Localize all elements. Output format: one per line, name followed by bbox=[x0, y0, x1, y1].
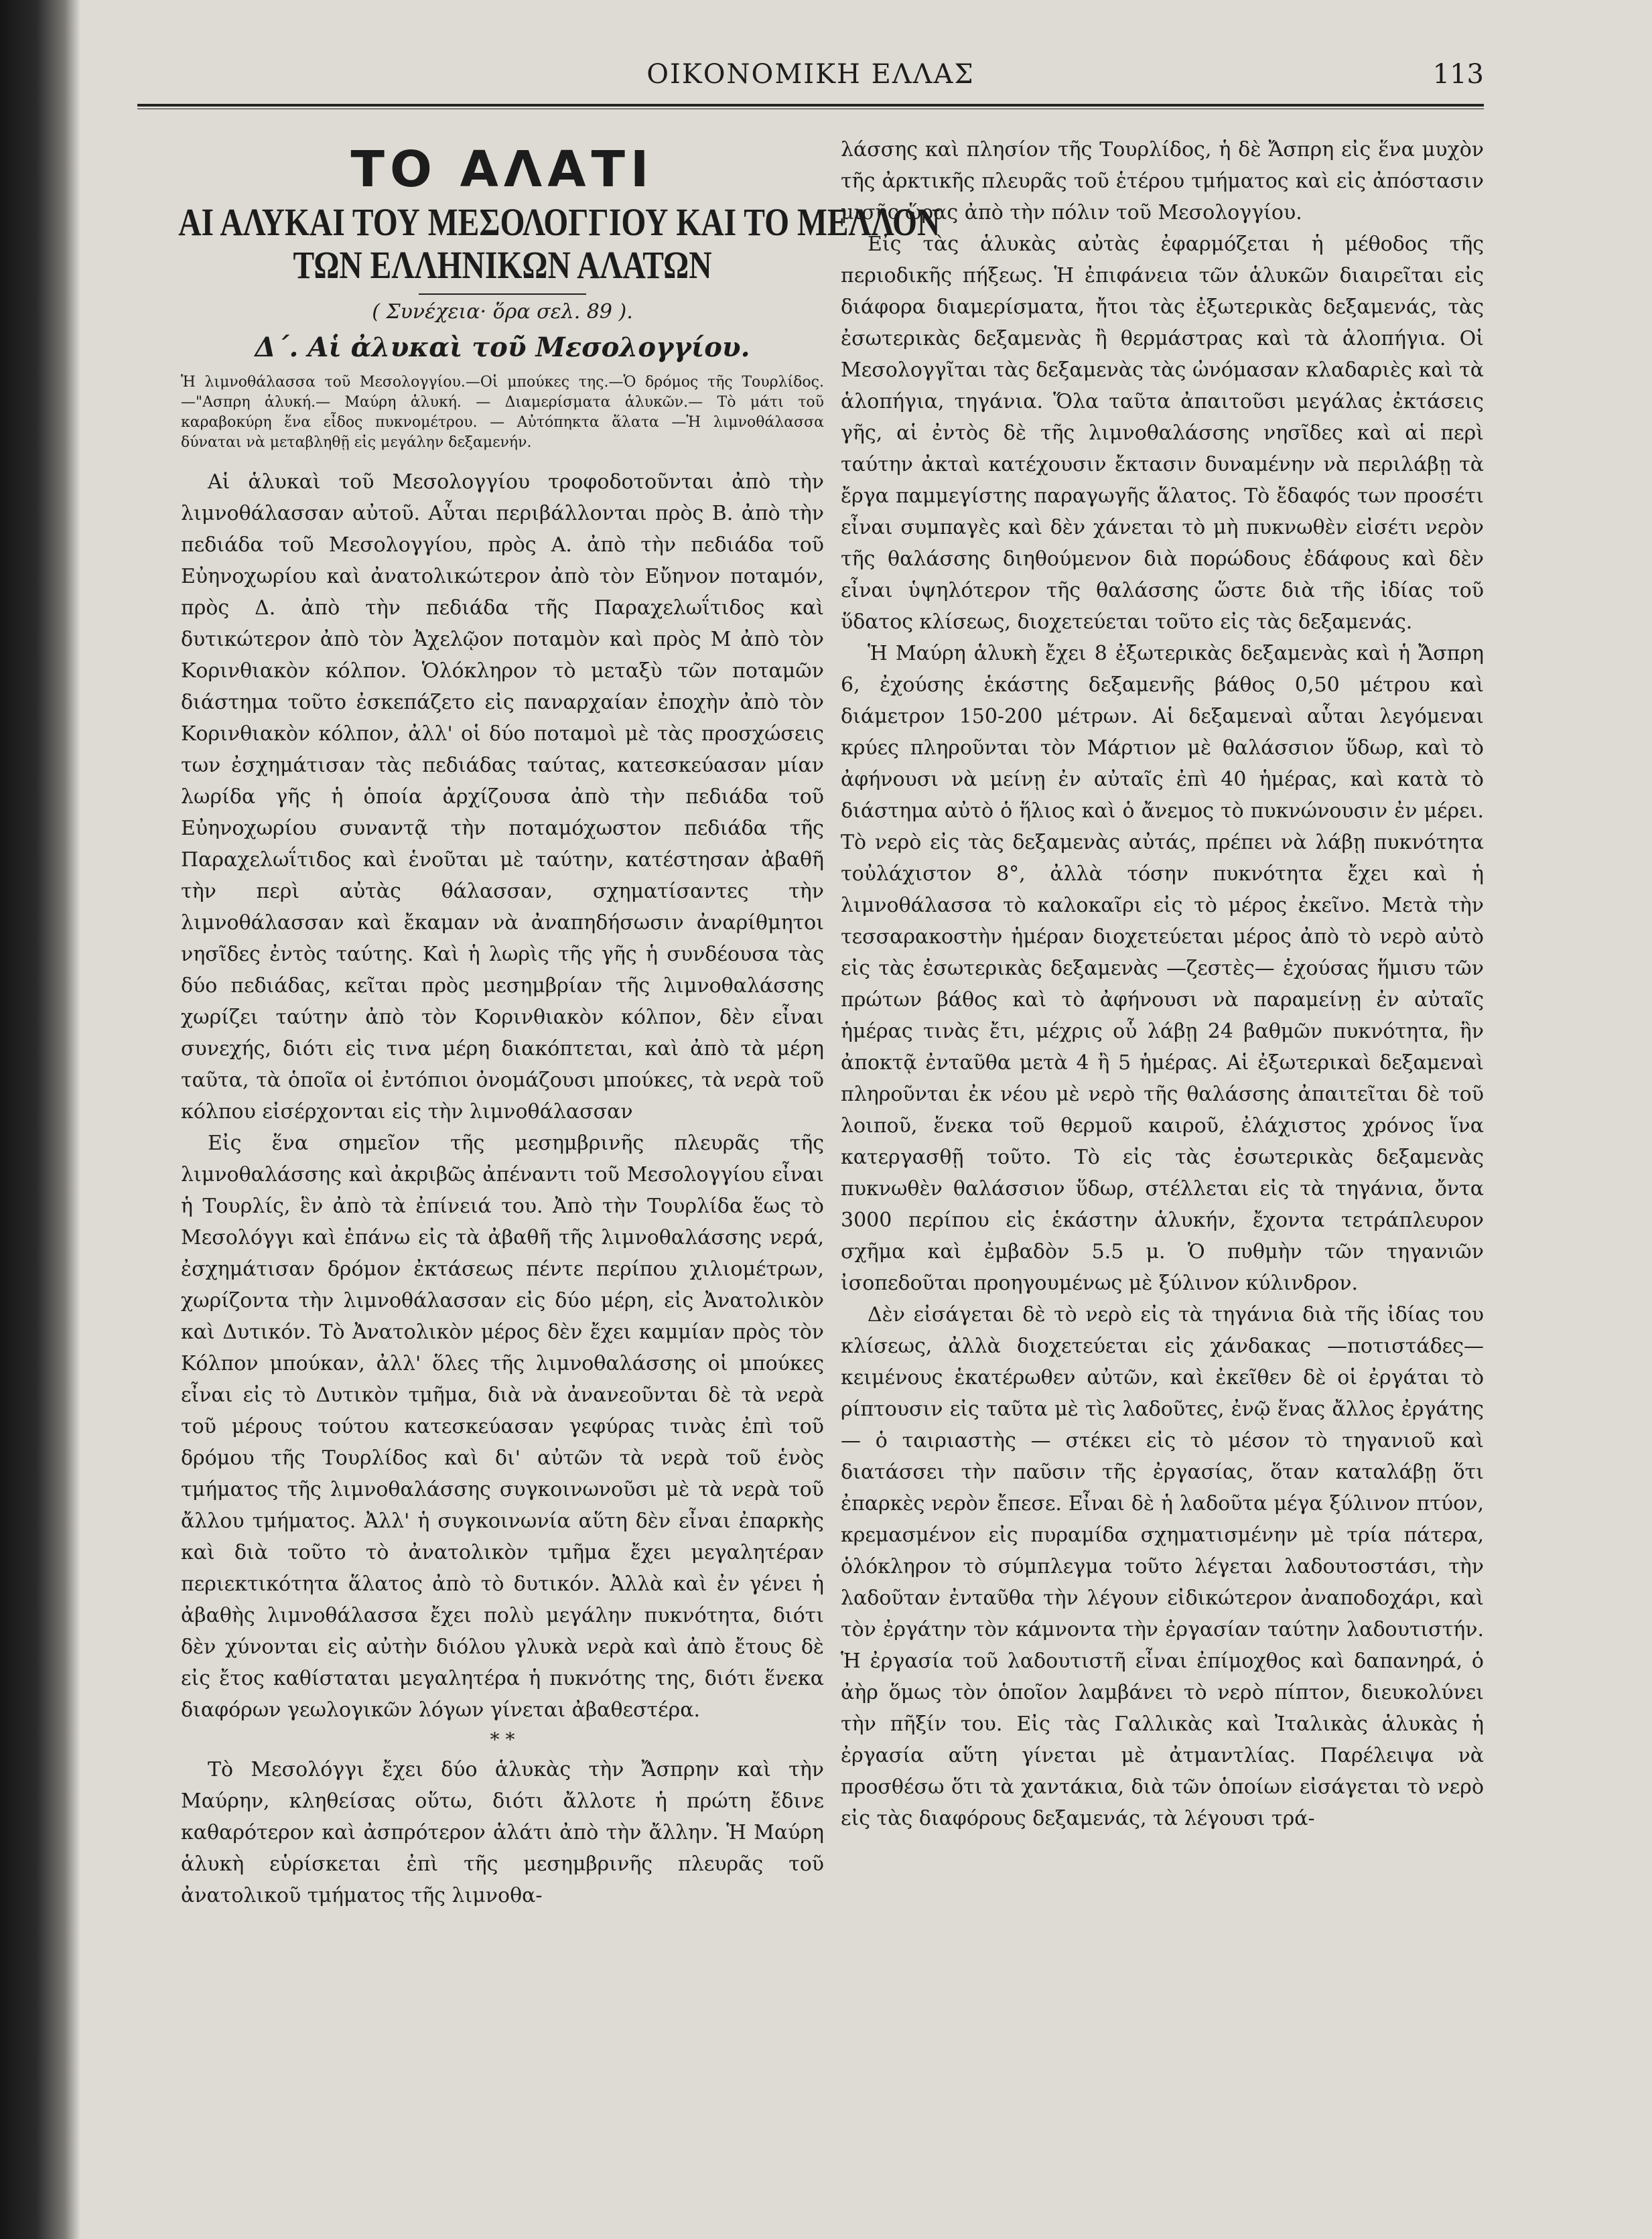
title-divider bbox=[419, 293, 586, 295]
left-column bbox=[178, 127, 941, 1911]
left-paragraph-1: Αἱ ἁλυκαὶ τοῦ Μεσολογγίου τροφοδοτοῦνται ἀπὸ τὴν λιμνοθάλασσαν αὐτοῦ. Αὗται περιβάλλονται πρὸς Β. ἀπὸ τὴν πεδιάδα τοῦ Μεσολογγίου, πρὸς Α. ἀπὸ τὴν πεδιάδα τοῦ Εὐηνοχωρίου καὶ ἀνατολικώτερον ἀπὸ τὸν Εὔηνον ποταμόν, πρὸς Δ. ἀπὸ τὴν πεδιάδα τῆς Παραχελωΐτιδος καὶ δυτικώτερον ἀπὸ τὸν Ἀχελῷον ποταμὸν καὶ πρὸς Μ ἀπὸ τὸν Κορινθιακὸν κόλπον. Ὁλόκληρον τὸ μεταξὺ τῶν ποταμῶν διάστημα τοῦτο ἐσκεπάζετο εἰς παναρχαίαν ἐποχὴν ἀπὸ τὸν Κορινθιακὸν κόλπον, ἀλλ' οἱ δύο ποταμοὶ μὲ τὰς προσχώσεις των ἐσχημάτισαν τὰς πεδιάδας ταύτας, κατεσκεύασαν μίαν λωρίδα γῆς ἡ ὁποία ἀρχίζουσα ἀπὸ τὴν πεδιάδα τοῦ Εὐηνοχωρίου συναντᾷ τὴν ποταμόχωστον πεδιάδα τῆς Παραχελωΐτιδος καὶ ἑνοῦται μὲ ταύτην, κατέστησαν ἀβαθῆ τὴν περὶ αὐτὰς θάλασσαν, σχηματίσαντες τὴν λιμνοθάλασσαν καὶ ἔκαμαν νὰ ἀναπηδήσωσιν ἀναρίθμητοι νησῖδες ἐντὸς ταύτης. Καὶ ἡ λωρὶς τῆς γῆς ἡ συνδέουσα τὰς δύο πεδιάδας, κεῖται πρὸς μεσημβρίαν τῆς λιμνοθαλάσσης χωρίζει ταύτην ἀπὸ τὸν Κορινθιακὸν κόλπον, δὲν εἶναι συνεχής, διότι εἰς τινα μέρη διακόπτεται, καὶ ἀπὸ τὰ μέρη ταῦτα, τὰ ὁποῖα οἱ ἐντόπιοι ὀνομάζουσι μπούκες, τὰ νερὰ τοῦ κόλπου εἰσέρχονται εἰς τὴν λιμνοθάλασσαν bbox=[181, 470, 824, 1124]
article-title: ΤΟ ΑΛΑΤΙ bbox=[350, 141, 655, 198]
left-paragraph-3: Τὸ Μεσολόγγι ἔχει δύο ἁλυκὰς τὴν Ἄσπρην καὶ τὴν Μαύρην, κληθείσας οὕτω, διότι ἄλλοτε ἡ πρώτη ἔδινε καθαρότερον καὶ ἀσπρότερον ἁλάτι ἀπὸ τὴν ἄλλην. Ἡ Μαύρη ἁλυκὴ εὑρίσκεται ἐπὶ τῆς μεσημβρινῆς πλευρᾶς τοῦ ἀνατολικοῦ τμήματος τῆς λιμνοθα- bbox=[181, 1758, 824, 1907]
section-summary: Ἡ λιμνοθάλασσα τοῦ Μεσολογγίου.—Οἱ μπούκες της.—Ὁ δρόμος τῆς Τουρλίδος.—"Ασπρη ἁλυκή.— Μαύρη ἁλυκή. — Διαμερίσματα ἁλυκῶν.— Τὸ μάτι τοῦ καραβοκύρη ἕνα εἶδος πυκνομέτρου. — Αὐτόπηκτα ἅλατα —Ἡ λιμνοθάλασσα δύναται νὰ μεταβληθῇ εἰς μεγάλην δεξαμενήν. bbox=[181, 374, 824, 451]
right-paragraph-3: Ἡ Μαύρη ἁλυκὴ ἔχει 8 ἐξωτερικὰς δεξαμενὰς καὶ ἡ Ἄσπρη 6, ἐχούσης ἑκάστης δεξαμενῆς βάθος 0,50 μέτρου καὶ διάμετρον 150-200 μέτρων. Αἱ δεξαμεναὶ αὗται λεγόμεναι κρύες πληροῦνται τὸν Μάρτιον μὲ θαλάσσιον ὕδωρ, καὶ τὸ ἀφήνουσι νὰ μείνῃ ἐν αὐταῖς ἐπὶ 40 ἡμέρας, καὶ κατὰ τὸ διάστημα αὐτὸ ὁ ἥλιος καὶ ὁ ἄνεμος τὸ πυκνώνουσιν ἐν μέρει. Τὸ νερὸ εἰς τὰς δεξαμενὰς αὐτάς, πρέπει νὰ λάβῃ πυκνότητα τοὐλάχιστον 8°, ἀλλὰ τόσην πυκνότητα ἔχει καὶ ἡ λιμνοθάλασσα τὸ καλοκαῖρι εἰς τὸ μέρος ἐκεῖνο. Μετὰ τὴν τεσσαρακοστὴν ἡμέραν διοχετεύεται μέρος ἀπὸ τὸ νερὸ αὐτὸ εἰς τὰς ἐσωτερικὰς δεξαμενὰς —ζεστὲς— ἐχούσας ἥμισυ τῶν πρώτων βάθος καὶ τὸ ἀφήνουσι νὰ παραμείνῃ ἐν αὐταῖς ἡμέρας τινὰς ἔτι, μέχρις οὗ λάβῃ 24 βαθμῶν πυκνότητα, ἣν ἀποκτᾷ ἐνταῦθα μετὰ 4 ἢ 5 ἡμέρας. Αἱ ἐξωτερικαὶ δεξαμεναὶ πληροῦνται ἐκ νέου μὲ νερὸ τῆς θαλάσσης ἀπαιτεῖται δὲ τοῦ λοιποῦ, ἕνεκα τοῦ θερμοῦ καιροῦ, ἐλάχιστος χρόνος ἵνα κατεργασθῇ τοῦτο. Τὸ εἰς τὰς ἐσωτερικὰς δεξαμενὰς πυκνωθὲν θαλάσσιον ὕδωρ, στέλλεται εἰς τὰ τηγάνια, ὄντα 3000 περίπου εἰς ἑκάστην ἁλυκήν, ἔχοντα τετράπλευρον σχῆμα καὶ ἐμβαδὸν 5.5 μ. Ὁ πυθμὴν τῶν τηγανιῶν ἰσοπεδοῦται προηγουμένως μὲ ξύλινον κύλινδρον. bbox=[841, 642, 1484, 1295]
page-number: 113 bbox=[1432, 59, 1484, 90]
right-paragraph-1: λάσσης καὶ πλησίον τῆς Τουρλίδος, ἡ δὲ Ἄσπρη εἰς ἕνα μυχὸν τῆς ἀρκτικῆς πλευρᾶς τοῦ ἑτέρου τμήματος καὶ εἰς ἀπόστασιν μισῆς ὥρας ἀπὸ τὴν πόλιν τοῦ Μεσολογγίου. bbox=[841, 138, 1484, 224]
right-paragraph-4: Δὲν εἰσάγεται δὲ τὸ νερὸ εἰς τὰ τηγάνια διὰ τῆς ἰδίας του κλίσεως, ἀλλὰ διοχετεύεται εἰς χάνδακας —ποτιστάδες— κειμένους ἑκατέρωθεν αὐτῶν, καὶ ἐκεῖθεν δὲ οἱ ἐργάται τὸ ρίπτουσιν εἰς ταῦτα μὲ τὶς λαδοῦτες, ἐνῷ ἕνας ἄλλος ἐργάτης — ὁ ταιριαστὴς — στέκει εἰς τὸ μέσον τὸ τηγανιοῦ καὶ διατάσσει τὴν παῦσιν τῆς ἐργασίας, ὅταν καταλάβῃ ὅτι ἐπαρκὲς νερὸν ἔπεσε. Εἶναι δὲ ἡ λαδοῦτα μέγα ξύλινον πτύον, κρεμασμένον εἰς πυραμίδα σχηματισμένην μὲ τρία πάτερα, ὁλόκληρον τὸ σύμπλεγμα τοῦτο λέγεται λαδουτοστάσι, τὴν λαδοῦταν ἐνταῦθα τὴν λέγουν εἰδικώτερον ἀναποδοχάρι, καὶ τὸν ἐργάτην τὸν κάμνοντα τὴν ἐργασίαν ταύτην λαδουτιστήν. Ἡ ἐργασία τοῦ λαδουτιστῆ εἶναι ἐπίμοχθος καὶ δαπανηρά, ὁ ἀὴρ ὅμως τὸν ὁποῖον λαμβάνει τὸ νερὸ πίπτον, διευκολύνει τὴν πῆξίν του. Εἰς τὰς Γαλλικὰς καὶ Ἰταλικὰς ἁλυκὰς ἡ ἐργασία αὕτη γίνεται μὲ ἀτμαντλίας. Παρέλειψα νὰ προσθέσω ὅτι τὰ χαντάκια, διὰ τῶν ὁποίων εἰσάγεται τὸ νερὸ εἰς τὰς διαφόρους δεξαμενάς, τὰ λέγουσι τρά- bbox=[841, 1303, 1484, 1830]
asterism-divider: * * bbox=[490, 1728, 515, 1751]
right-paragraph-2: Εἰς τὰς ἁλυκὰς αὐτὰς ἐφαρμόζεται ἡ μέθοδος τῆς περιοδικῆς πήξεως. Ἡ ἐπιφάνεια τῶν ἁλυκῶν διαιρεῖται εἰς διάφορα διαμερίσματα, ἤτοι τὰς ἐξωτερικὰς δεξαμενάς, τὰς ἐσωτερικὰς δεξαμενὰς ἢ θερμάστρας καὶ τὰ ἁλοπήγια. Οἱ Μεσολογγῖται τὰς δεξαμενὰς τὰς ὠνόμασαν κλαδαριὲς καὶ τὰ ἁλοπήγια, τηγάνια. Ὅλα ταῦτα ἀπαιτοῦσι μεγάλας ἐκτάσεις γῆς, αἱ ἐντὸς δὲ τῆς λιμνοθαλάσσης νησῖδες καὶ αἱ περὶ ταύτην ἀκταὶ κατέχουσιν ἔκτασιν δυναμένην νὰ περιλάβῃ τὰ ἔργα παμμεγίστης παραγωγῆς ἅλατος. Τὸ ἔδαφός των προσέτι εἶναι συμπαγὲς καὶ δὲν χάνεται τὸ μὴ πυκνωθὲν εἰσέτι νερὸν τῆς θαλάσσης διηθούμενον διὰ πορώδους ἐδάφους καὶ δὲν εἶναι ὑψηλότερον τῆς θαλάσσης ὥστε διὰ τῆς ἰδίας τοῦ ὕδατος κλίσεως, διοχετεύεται τοῦτο εἰς τὰς δεξαμενάς. bbox=[841, 232, 1484, 634]
article-subtitle-line2: ΤΩΝ ΕΛΛΗΝΙΚΩΝ ΑΛΑΤΩΝ bbox=[293, 243, 712, 287]
right-column bbox=[841, 134, 1484, 1834]
book-spine-shadow bbox=[0, 0, 80, 2239]
article-subtitle-line1: ΑΙ ΑΛΥΚΑΙ ΤΟΥ ΜΕΣΟΛΟΓΓΙΟΥ ΚΑΙ ΤΟ ΜΕΛΛΟΝ bbox=[178, 200, 941, 244]
journal-title: ΟΙΚΟΝΟΜΙΚΗ ΕΛΛΑΣ bbox=[646, 59, 975, 90]
continued-note: ( Συνέχεια· ὅρα σελ. 89 ). bbox=[372, 300, 633, 324]
running-header bbox=[137, 59, 1484, 106]
header-double-rule bbox=[137, 104, 1484, 109]
left-paragraph-2: Εἰς ἕνα σημεῖον τῆς μεσημβρινῆς πλευρᾶς τῆς λιμνοθαλάσσης καὶ ἀκριβῶς ἀπέναντι τοῦ Μεσολογγίου εἶναι ἡ Τουρλίς, ἓν ἀπὸ τὰ ἐπίνειά του. Ἀπὸ τὴν Τουρλίδα ἕως τὸ Μεσολόγγι καὶ ἐπάνω εἰς τὰ ἀβαθῆ τῆς λιμνοθαλάσσης νερά, ἐσχημάτισαν δρόμον ἐκτάσεως πέντε περίπου χιλιομέτρων, χωρίζοντα τὴν λιμνοθάλασσαν εἰς δύο μέρη, εἰς Ἀνατολικὸν καὶ Δυτικόν. Τὸ Ἀνατολικὸν μέρος δὲν ἔχει καμμίαν πρὸς τὸν Κόλπον μπούκαν, ἀλλ' ὅλες τῆς λιμνοθαλάσσης οἱ μπούκες εἶναι εἰς τὸ Δυτικὸν τμῆμα, διὰ νὰ ἀνανεοῦνται δὲ τὰ νερὰ τοῦ μέρους τούτου κατεσκεύασαν γεφύρας τινὰς ἐπὶ τοῦ δρόμου τῆς Τουρλίδος καὶ δι' αὐτῶν τὰ νερὰ τοῦ ἑνὸς τμήματος τῆς λιμνοθαλάσσης συγκοινωνοῦσι μὲ τὰ νερὰ τοῦ ἄλλου τμήματος. Ἀλλ' ἡ συγκοινωνία αὕτη δὲν εἶναι ἐπαρκὴς καὶ διὰ τοῦτο τὸ ἀνατολικὸν τμῆμα ἔχει μεγαλητέραν περιεκτικότητα ἅλατος ἀπὸ τὸ δυτικόν. Ἀλλὰ καὶ ἐν γένει ἡ ἀβαθὴς λιμνοθάλασσα ἔχει πολὺ μεγάλην πυκνότητα, διότι δὲν χύνονται εἰς αὐτὴν διόλου γλυκὰ νερὰ καὶ ἀπὸ ἔτους δὲ εἰς ἔτος καθίσταται μεγαλητέρα ἡ πυκνότης της, διότι ἕνεκα διαφόρων γεωλογικῶν λόγων γίνεται ἀβαθεστέρα. bbox=[181, 1132, 824, 1722]
section-heading: Δ΄. Αἱ ἀλυκαὶ τοῦ Μεσολογγίου. bbox=[255, 332, 750, 363]
